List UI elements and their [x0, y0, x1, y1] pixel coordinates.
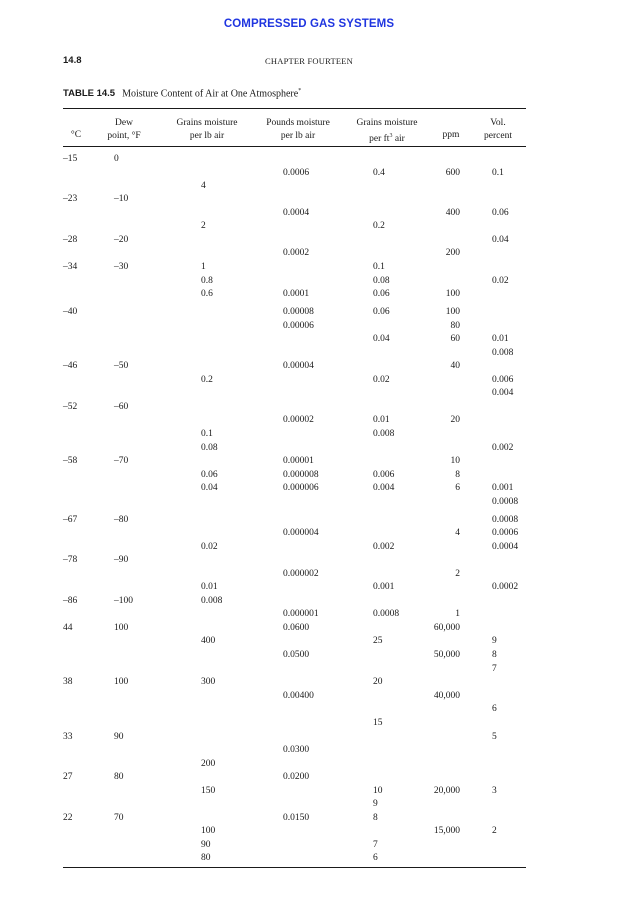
cell-grains-per-lb: 0.02 — [201, 542, 218, 552]
cell-grains-per-ft3: 0.001 — [373, 582, 395, 592]
cell-grains-per-ft3: 8 — [373, 813, 378, 823]
cell-grains-per-lb: 1 — [201, 262, 206, 272]
cell-dew-point-f: –80 — [114, 515, 129, 525]
cell-dew-point-f: –50 — [114, 361, 129, 371]
cell-dew-point-f: –60 — [114, 402, 129, 412]
cell-ppm: 100 — [445, 289, 460, 299]
cell-grains-per-lb: 150 — [201, 786, 216, 796]
cell-grains-per-ft3: 20 — [373, 677, 383, 687]
cell-ppm: 20 — [450, 415, 460, 425]
cell-pounds-per-lb: 0.0006 — [283, 168, 310, 178]
header-vol-percent: Vol. percent — [484, 118, 512, 141]
header-grains-per-lb: Grains moisture per lb air — [176, 118, 238, 141]
cell-grains-per-lb: 0.08 — [201, 443, 218, 453]
cell-grains-per-lb: 0.04 — [201, 483, 218, 493]
cell-vol-percent: 0.004 — [492, 388, 514, 398]
cell-celsius: 44 — [63, 623, 73, 633]
cell-vol-percent: 6 — [492, 704, 497, 714]
cell-grains-per-lb: 2 — [201, 221, 206, 231]
table-header-rule — [63, 146, 526, 147]
cell-grains-per-lb: 80 — [201, 853, 211, 863]
cell-pounds-per-lb: 0.00001 — [283, 456, 314, 466]
cell-dew-point-f: 0 — [114, 154, 119, 164]
cell-grains-per-ft3: 9 — [373, 799, 378, 809]
cell-pounds-per-lb: 0.0001 — [283, 289, 310, 299]
cell-ppm: 15,000 — [433, 826, 460, 836]
cell-celsius: –46 — [63, 361, 78, 371]
cell-pounds-per-lb: 0.0200 — [283, 772, 310, 782]
cell-pounds-per-lb: 0.000008 — [283, 470, 319, 480]
table-top-rule — [63, 108, 526, 109]
cell-grains-per-lb: 0.01 — [201, 582, 218, 592]
cell-ppm: 4 — [455, 528, 460, 538]
cell-vol-percent: 3 — [492, 786, 497, 796]
cell-celsius: –23 — [63, 194, 78, 204]
cell-vol-percent: 0.01 — [492, 334, 509, 344]
header-ppm: ppm — [442, 130, 460, 140]
header-celsius: °C — [70, 130, 82, 140]
running-head: COMPRESSED GAS SYSTEMS — [223, 18, 395, 30]
cell-vol-percent: 0.0008 — [492, 515, 519, 525]
cell-pounds-per-lb: 0.00008 — [283, 307, 314, 317]
cell-grains-per-lb: 100 — [201, 826, 216, 836]
cell-ppm: 100 — [445, 307, 460, 317]
cell-pounds-per-lb: 0.00006 — [283, 321, 314, 331]
cell-ppm: 200 — [445, 248, 460, 258]
cell-ppm: 80 — [450, 321, 460, 331]
cell-vol-percent: 0.008 — [492, 348, 514, 358]
cell-dew-point-f: –90 — [114, 555, 129, 565]
cell-dew-point-f: –20 — [114, 235, 129, 245]
cell-grains-per-ft3: 15 — [373, 718, 383, 728]
cell-celsius: –52 — [63, 402, 78, 412]
cell-grains-per-ft3: 0.004 — [373, 483, 395, 493]
cell-grains-per-lb: 400 — [201, 636, 216, 646]
cell-grains-per-ft3: 0.01 — [373, 415, 390, 425]
cell-grains-per-ft3: 7 — [373, 840, 378, 850]
cell-ppm: 8 — [455, 470, 460, 480]
cell-grains-per-ft3: 0.2 — [373, 221, 385, 231]
cell-dew-point-f: –30 — [114, 262, 129, 272]
cell-ppm: 6 — [455, 483, 460, 493]
cell-pounds-per-lb: 0.0300 — [283, 745, 310, 755]
cell-vol-percent: 0.0006 — [492, 528, 519, 538]
header-pounds-per-lb: Pounds moisture per lb air — [266, 118, 330, 141]
cell-vol-percent: 0.006 — [492, 375, 514, 385]
chapter-title: CHAPTER FOURTEEN — [265, 56, 353, 66]
cell-vol-percent: 0.0008 — [492, 497, 519, 507]
cell-celsius: –86 — [63, 596, 78, 606]
cell-grains-per-ft3: 0.4 — [373, 168, 385, 178]
cell-grains-per-lb: 300 — [201, 677, 216, 687]
cell-ppm: 10 — [450, 456, 460, 466]
page-number: 14.8 — [63, 55, 82, 66]
cell-dew-point-f: –10 — [114, 194, 129, 204]
cell-grains-per-lb: 0.2 — [201, 375, 213, 385]
table-title: Moisture Content of Air at One Atmosphere — [122, 88, 299, 100]
cell-vol-percent: 0.02 — [492, 276, 509, 286]
cell-grains-per-ft3: 0.02 — [373, 375, 390, 385]
cell-vol-percent: 0.001 — [492, 483, 514, 493]
cell-vol-percent: 0.04 — [492, 235, 509, 245]
cell-vol-percent: 5 — [492, 732, 497, 742]
cell-grains-per-ft3: 0.002 — [373, 542, 395, 552]
table-bottom-rule — [63, 867, 526, 868]
cell-grains-per-lb: 0.8 — [201, 276, 213, 286]
cell-celsius: 27 — [63, 772, 73, 782]
cell-grains-per-ft3: 25 — [373, 636, 383, 646]
cell-ppm: 400 — [445, 208, 460, 218]
cell-celsius: 33 — [63, 732, 73, 742]
cell-ppm: 40,000 — [433, 691, 460, 701]
cell-celsius: –40 — [63, 307, 78, 317]
cell-grains-per-ft3: 0.06 — [373, 289, 390, 299]
cell-ppm: 600 — [445, 168, 460, 178]
cell-pounds-per-lb: 0.000001 — [283, 609, 319, 619]
cell-vol-percent: 9 — [492, 636, 497, 646]
header-grains-per-ft3: Grains moisture per $ft^3$ air — [356, 118, 418, 144]
cell-vol-percent: 2 — [492, 826, 497, 836]
cell-grains-per-lb: 90 — [201, 840, 211, 850]
cell-grains-per-lb: 0.6 — [201, 289, 213, 299]
cell-celsius: –15 — [63, 154, 78, 164]
cell-ppm: 1 — [455, 609, 460, 619]
cell-vol-percent: 8 — [492, 650, 497, 660]
cell-grains-per-lb: 0.008 — [201, 596, 223, 606]
cell-pounds-per-lb: 0.0150 — [283, 813, 310, 823]
cell-grains-per-ft3: 0.04 — [373, 334, 390, 344]
cell-ppm: 60,000 — [433, 623, 460, 633]
table-caption — [63, 88, 301, 99]
cell-pounds-per-lb: 0.00002 — [283, 415, 314, 425]
cell-celsius: –58 — [63, 456, 78, 466]
cell-grains-per-ft3: 0.0008 — [373, 609, 400, 619]
cell-grains-per-lb: 0.1 — [201, 429, 213, 439]
cell-ppm: 50,000 — [433, 650, 460, 660]
cell-pounds-per-lb: 0.00004 — [283, 361, 314, 371]
cell-grains-per-ft3: 0.006 — [373, 470, 395, 480]
cell-dew-point-f: 100 — [114, 677, 129, 687]
cell-grains-per-ft3: 6 — [373, 853, 378, 863]
cell-dew-point-f: 90 — [114, 732, 124, 742]
header-dew-point: Dew point, °F — [107, 118, 141, 141]
cell-dew-point-f: 100 — [114, 623, 129, 633]
cell-celsius: –28 — [63, 235, 78, 245]
cell-vol-percent: 0.002 — [492, 443, 514, 453]
cell-celsius: –67 — [63, 515, 78, 525]
cell-grains-per-ft3: 0.08 — [373, 276, 390, 286]
cell-pounds-per-lb: 0.000004 — [283, 528, 319, 538]
cell-vol-percent: 0.0004 — [492, 542, 519, 552]
table-footnote-mark: * — [298, 88, 302, 94]
cell-grains-per-ft3: 10 — [373, 786, 383, 796]
cell-ppm: 2 — [455, 569, 460, 579]
table-label: TABLE 14.5 — [63, 88, 116, 100]
cell-pounds-per-lb: 0.0004 — [283, 208, 310, 218]
cell-dew-point-f: –70 — [114, 456, 129, 466]
cell-grains-per-ft3: 0.008 — [373, 429, 395, 439]
cell-ppm: 40 — [450, 361, 460, 371]
cell-grains-per-ft3: 0.1 — [373, 262, 385, 272]
cell-ppm: 60 — [450, 334, 460, 344]
cell-pounds-per-lb: 0.0002 — [283, 248, 310, 258]
cell-celsius: 22 — [63, 813, 73, 823]
cell-pounds-per-lb: 0.00400 — [283, 691, 314, 701]
cell-pounds-per-lb: 0.000002 — [283, 569, 319, 579]
cell-pounds-per-lb: 0.000006 — [283, 483, 319, 493]
cell-vol-percent: 0.1 — [492, 168, 504, 178]
cell-celsius: –78 — [63, 555, 78, 565]
cell-dew-point-f: 70 — [114, 813, 124, 823]
cell-pounds-per-lb: 0.0500 — [283, 650, 310, 660]
cell-ppm: 20,000 — [433, 786, 460, 796]
cell-pounds-per-lb: 0.0600 — [283, 623, 310, 633]
cell-vol-percent: 0.06 — [492, 208, 509, 218]
cell-grains-per-lb: 4 — [201, 181, 206, 191]
cell-celsius: 38 — [63, 677, 73, 687]
cell-dew-point-f: 80 — [114, 772, 124, 782]
cell-grains-per-ft3: 0.06 — [373, 307, 390, 317]
cell-grains-per-lb: 0.06 — [201, 470, 218, 480]
cell-vol-percent: 7 — [492, 664, 497, 674]
cell-grains-per-lb: 200 — [201, 759, 216, 769]
cell-dew-point-f: –100 — [114, 596, 133, 606]
cell-vol-percent: 0.0002 — [492, 582, 519, 592]
cell-celsius: –34 — [63, 262, 78, 272]
